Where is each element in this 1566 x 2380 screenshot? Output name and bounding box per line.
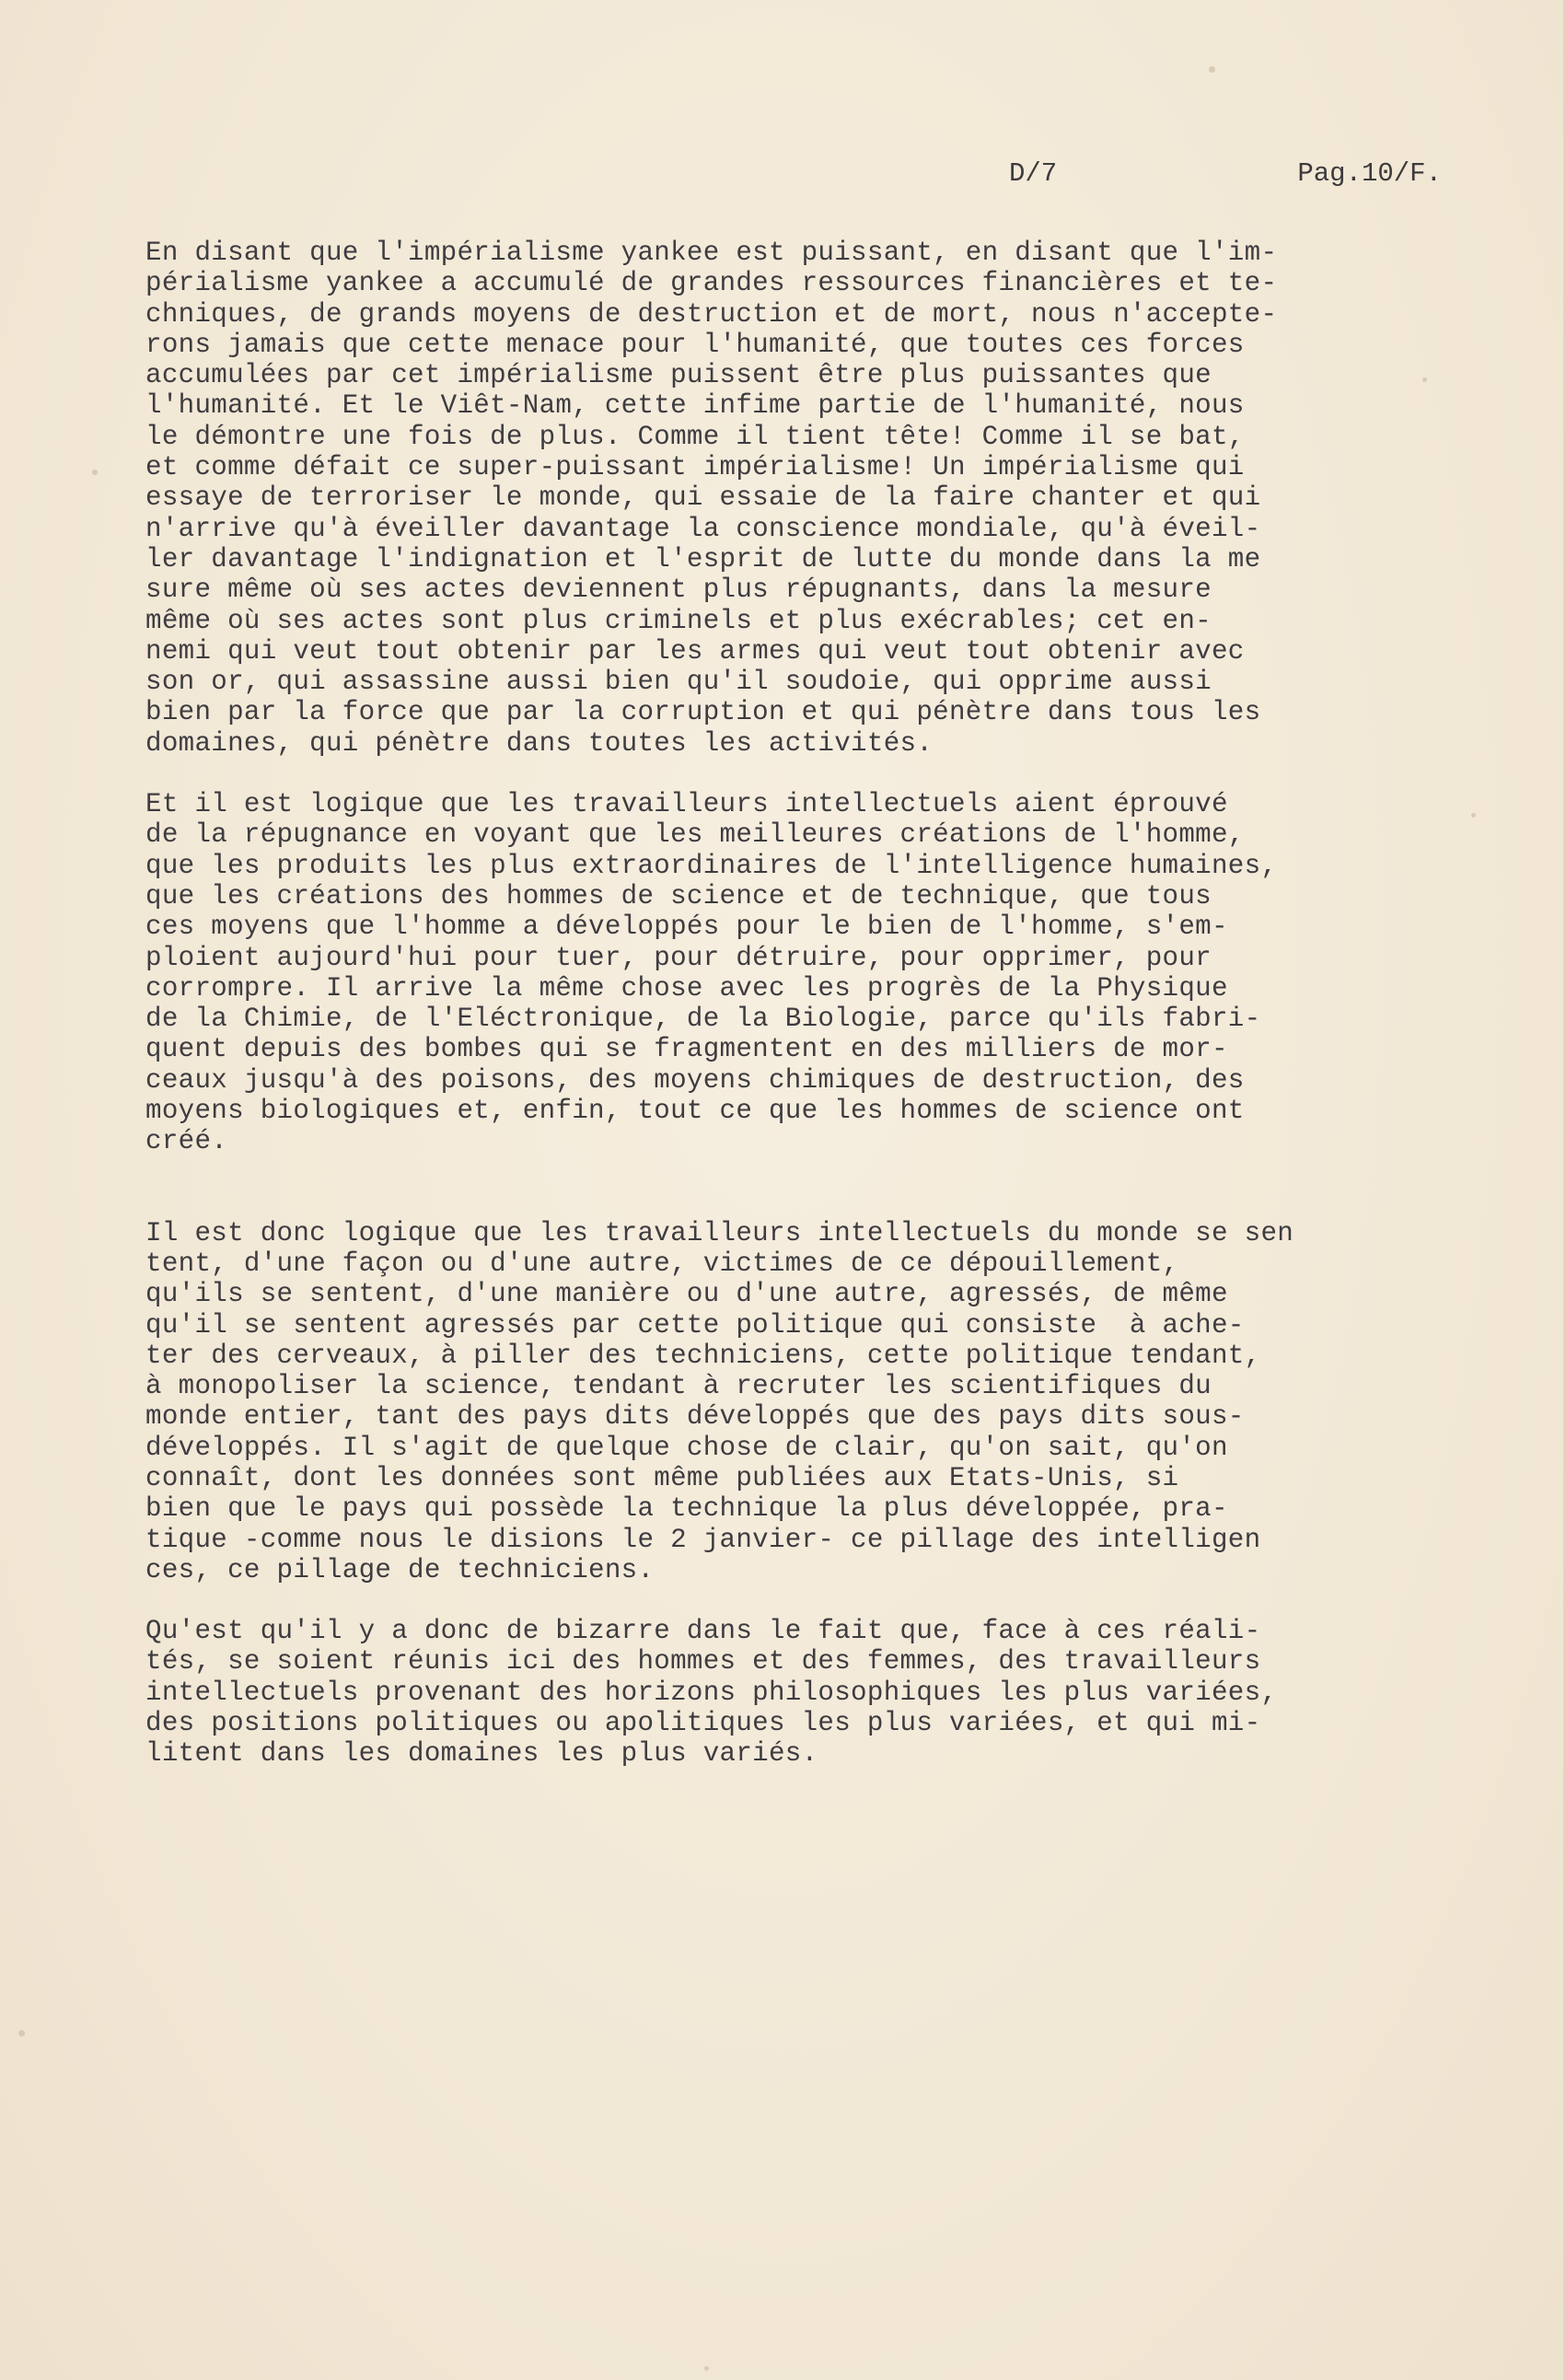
text-line: des positions politiques ou apolitiques les plus variées, et qui mi- (145, 1708, 1261, 1739)
paper-speck (1471, 813, 1476, 818)
paragraph-4 (145, 1616, 1453, 1769)
text-line: connaît, dont les données sont même publiées aux Etats-Unis, si (145, 1462, 1179, 1493)
document-body (145, 238, 1453, 1770)
text-line: que les produits les plus extraordinaires de l'intelligence humaines, (145, 850, 1278, 881)
text-line: que les créations des hommes de science et de technique, que tous (145, 880, 1212, 911)
text-line: Et il est logique que les travailleurs intellectuels aient éprouvé (145, 789, 1228, 820)
text-line: qu'il se sentent agressés par cette politique qui consiste à ache- (145, 1309, 1245, 1341)
text-line: litent dans les domaines les plus variés. (145, 1738, 818, 1770)
text-line: ter des cerveaux, à piller des techniciens, cette politique tendant, (145, 1340, 1261, 1371)
text-line: l'humanité. Et le Viêt-Nam, cette infime partie de l'humanité, nous (145, 390, 1245, 422)
text-line: créé. (145, 1126, 228, 1157)
text-line: tent, d'une façon ou d'une autre, victimes de ce dépouillement, (145, 1248, 1179, 1279)
text-line: à monopoliser la science, tendant à recruter les scientifiques du (145, 1371, 1212, 1402)
text-line: de la Chimie, de l'Eléctronique, de la Biologie, parce qu'ils fabri- (145, 1004, 1261, 1035)
text-line: Qu'est qu'il y a donc de bizarre dans le fait que, face à ces réali- (145, 1616, 1261, 1647)
paragraph-1 (145, 238, 1453, 759)
text-line: qu'ils se sentent, d'une manière ou d'une autre, agressés, de même (145, 1279, 1228, 1310)
text-line: bien par la force que par la corruption et qui pénètre dans tous les (145, 697, 1261, 728)
text-line: domaines, qui pénètre dans toutes les activités. (145, 727, 934, 759)
paper-speck (92, 470, 98, 475)
text-line: ces, ce pillage de techniciens. (145, 1554, 655, 1585)
text-line: ceaux jusqu'à des poisons, des moyens chimiques de destruction, des (145, 1064, 1245, 1096)
page-header (1009, 158, 1442, 195)
text-line: tique -comme nous le disions le 2 janvier- ce pillage des intelligen (145, 1524, 1261, 1555)
text-line: chniques, de grands moyens de destruction et de mort, nous n'accepte- (145, 298, 1278, 330)
paragraph-3 (145, 1218, 1453, 1586)
text-line: rons jamais que cette menace pour l'humanité, que toutes ces forces (145, 329, 1245, 360)
text-line: Il est donc logique que les travailleurs intellectuels du monde se sen (145, 1217, 1294, 1248)
text-line: de la répugnance en voyant que les meilleures créations de l'homme, (145, 819, 1245, 851)
text-line: sure même où ses actes deviennent plus répugnants, dans la mesure (145, 575, 1212, 606)
text-line: ces moyens que l'homme a développés pour le bien de l'homme, s'em- (145, 911, 1228, 943)
text-line: quent depuis des bombes qui se fragmentent en des milliers de mor- (145, 1034, 1228, 1065)
paragraph-2 (145, 789, 1453, 1157)
text-line: son or, qui assassine aussi bien qu'il soudoie, qui opprime aussi (145, 667, 1212, 698)
text-line: corrompre. Il arrive la même chose avec les progrès de la Physique (145, 972, 1228, 1004)
text-line: le démontre une fois de plus. Comme il tient tête! Comme il se bat, (145, 421, 1245, 452)
text-line: accumulées par cet impérialisme puissent être plus puissantes que (145, 360, 1212, 391)
text-line: essaye de terroriser le monde, qui essaie de la faire chanter et qui (145, 482, 1261, 514)
text-line: tés, se soient réunis ici des hommes et des femmes, des travailleurs (145, 1646, 1261, 1678)
document-reference: D/7 (1009, 158, 1058, 189)
text-line: moyens biologiques et, enfin, tout ce que les hommes de science ont (145, 1096, 1245, 1127)
text-line: bien que le pays qui possède la technique la plus développée, pra- (145, 1493, 1228, 1525)
text-line: intellectuels provenant des horizons philosophiques les plus variées, (145, 1677, 1278, 1708)
paper-speck (704, 2366, 709, 2371)
text-line: nemi qui veut tout obtenir par les armes qui veut tout obtenir avec (145, 635, 1245, 667)
text-line: même où ses actes sont plus criminels et plus exécrables; cet en- (145, 605, 1212, 636)
paper-speck (1209, 66, 1215, 73)
text-line: développés. Il s'agit de quelque chose de clair, qu'on sait, qu'on (145, 1432, 1228, 1463)
text-line: ler davantage l'indignation et l'esprit de lutte du monde dans la me (145, 543, 1261, 575)
text-line: monde entier, tant des pays dits développés que des pays dits sous- (145, 1401, 1245, 1433)
text-line: et comme défait ce super-puissant impérialisme! Un impérialisme qui (145, 452, 1245, 483)
page-number: Pag.10/F. (1297, 158, 1442, 189)
paper-speck (1422, 377, 1427, 382)
text-line: n'arrive qu'à éveiller davantage la conscience mondiale, qu'à éveil- (145, 513, 1261, 544)
paper-speck (18, 2030, 25, 2037)
text-line: périalisme yankee a accumulé de grandes ressources financières et te- (145, 268, 1278, 299)
text-line: ploient aujourd'hui pour tuer, pour détruire, pour opprimer, pour (145, 942, 1212, 973)
text-line: En disant que l'impérialisme yankee est puissant, en disant que l'im- (145, 238, 1278, 268)
